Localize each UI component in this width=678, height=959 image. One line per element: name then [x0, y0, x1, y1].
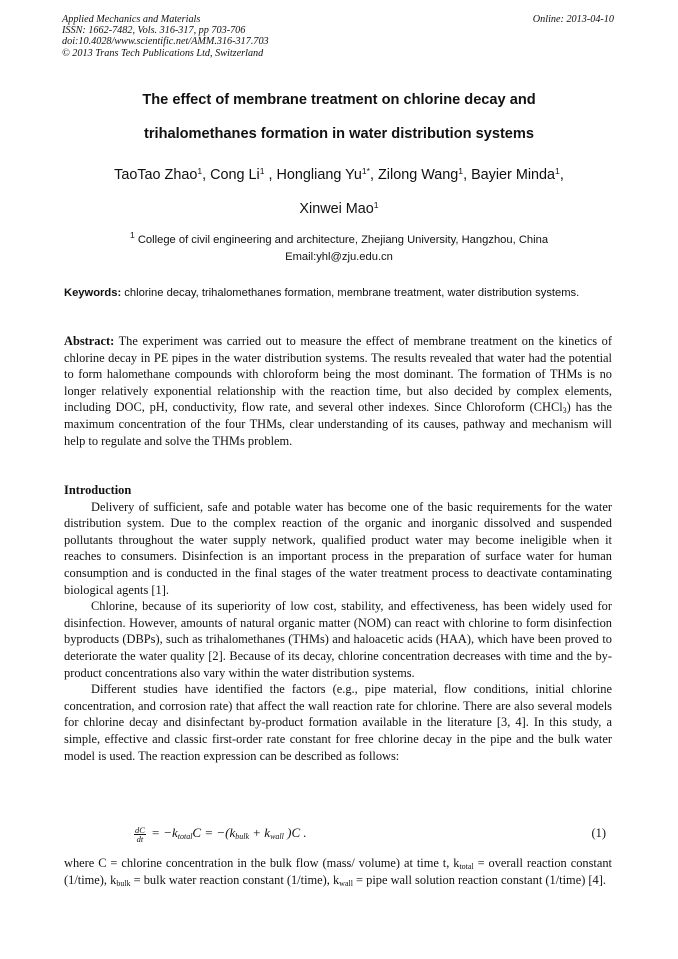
- keywords-text: chlorine decay, trihalomethanes formation, membrane treatment, water distribution systems.: [121, 287, 580, 299]
- author: TaoTao Zhao$^1$,: [114, 166, 211, 183]
- paragraph: Delivery of sufficient, safe and potable water has become one of the basic requirements for the water distribution system. Due to the complex reaction of the organic and inorganic dissolved and suspended pollutants throughout the water supply network, qualified product water may become ineligible when it reaches to consumers. Disinfection is an important process in the preparation of surface water for human consumption and is conducted in the final stages of the water treatment process to deactivate contaminating biological agents [1].: [64, 499, 612, 597]
- author: Hongliang $Yu^{1*}$,: [276, 166, 379, 183]
- journal-header: [62, 14, 269, 59]
- equation-expression: $\frac{dC}{dt}$ = $-k_{total}C = -(k_{bulk} + k_{wall}$ )C .: [135, 824, 307, 844]
- abstract-label: Abstract:: [64, 334, 115, 348]
- paper-title-line-2: trihalomethanes formation in water distribution systems: [143, 126, 535, 142]
- section-heading-introduction: Introduction: [64, 483, 132, 497]
- affiliation: $^1$ College of civil engineering and architecture, Zhejiang University, Hangzhou, China: [129, 230, 549, 246]
- email: Email:yhl@zju.edu.cn: [285, 251, 393, 263]
- paragraph: Different studies have identified the factors (e.g., pipe material, flow conditions, initial chlorine concentration, and corrosion rate) that affect the wall reaction rate for chlorine. There are also several models for chlorine decay and disinfectant by-product formation available in the literature [3, 4]. In this study, a simple, effective and classic first-order rate constant for free chlorine decay in the pipe and the bulk water model is used. The reaction expression can be described as follows:: [64, 682, 612, 763]
- affiliation-block: [30, 232, 648, 266]
- equation-number: (1): [591, 826, 606, 840]
- keywords-label: Keywords:: [64, 287, 122, 299]
- journal-name: Applied Mechanics and Materials: [62, 14, 201, 25]
- introduction: [64, 482, 612, 764]
- paragraph: Chlorine, because of its superiority of low cost, stability, and effectiveness, has been widely used for disinfection. However, amounts of natural organic matter (NOM) can react with chlorine to form disinfection byproducts (DBPs), such as trihalomethanes (THMs) and haloacetic acids (HAA), which have been proved to deteriorate the water quality [2]. Because of its decay, chlorine concentration decreases with time and the by-product concentrations also vary within the water distribution systems.: [64, 599, 612, 680]
- online-date: Online: 2013-04-10: [532, 14, 614, 25]
- author: Cong Li$^1$ ,: [210, 166, 277, 183]
- abstract: Abstract: The experiment was carried out to measure the effect of membrane treatment on the kinetics of chlorine decay in PE pipes in the water distribution systems. The results revealed that water had the potential to form halomethane compounds with chloroform being the most dominant. The formation of THMs is no longer relatively exponential relationship with the reaction time, but also decided by complex elements, including DOC, pH, conductivity, flow rate, and several other indexes. Since Chloroform (CHCl$_3$) has the maximum concentration of the four THMs, clear understanding of its causes, pathway and mechanism will help to regulate and solve the THMs problem.: [64, 334, 613, 448]
- issn-line: ISSN: 1662-7482, Vols. 316-317, pp 703-706: [62, 25, 246, 37]
- copyright-line: © 2013 Trans Tech Publications Ltd, Switzerland: [62, 47, 264, 59]
- doi-line: doi:10.4028/www.scientific.net/AMM.316-317.703: [62, 36, 269, 48]
- equation-1: [64, 823, 612, 847]
- paper-title-line-1: The effect of membrane treatment on chlorine decay and: [142, 92, 536, 108]
- keywords: [64, 286, 612, 302]
- author-list: [30, 167, 648, 183]
- author-last: Xinwei Mao$^1$: [299, 200, 379, 217]
- where-clause: where C = chlorine concentration in the bulk flow (mass/ volume) at time t, $k_{total}$ = overall reaction constant (1/time), $k_{bulk}$ = bulk water reaction constant (1/time), $k_{wall}$ = pipe wall solution reaction constant (1/time) [4].: [64, 856, 612, 888]
- author: Zilong Wang$^1$,: [378, 166, 472, 183]
- author: Bayier Minda$^1$,: [471, 166, 564, 183]
